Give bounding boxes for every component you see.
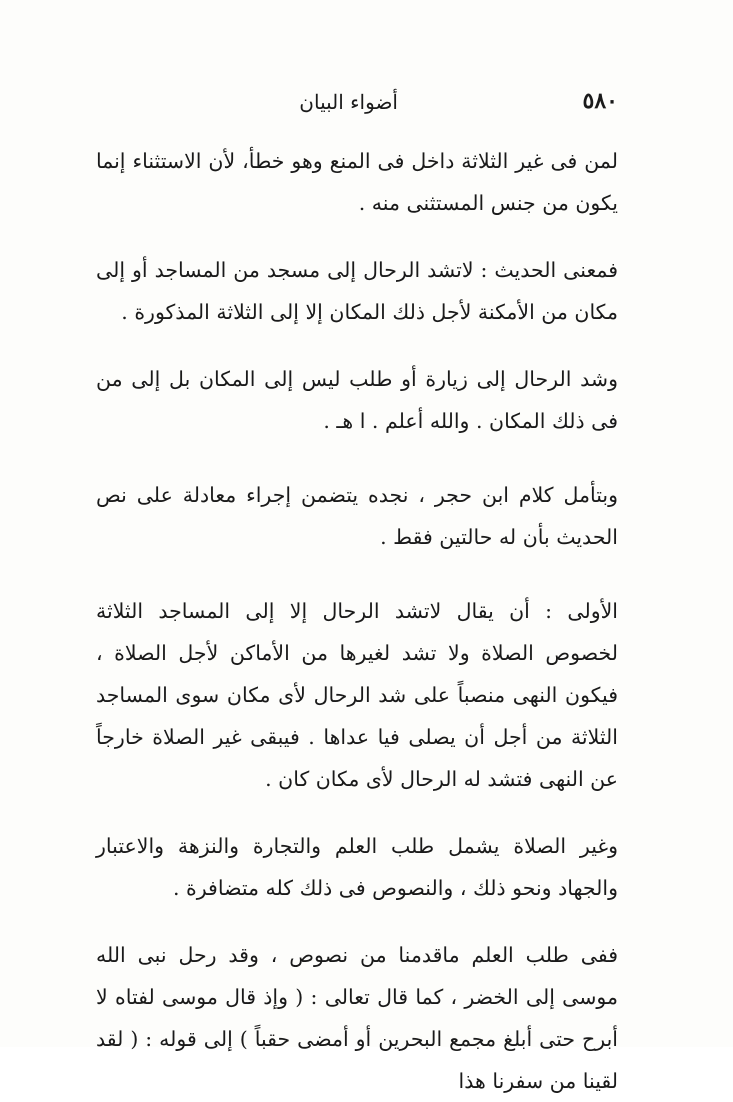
paragraph-2: فمعنى الحديث : لاتشد الرحال إلى مسجد من المساجد أو إلى مكان من الأمكنة لأجل ذلك المكان إلا إلى الثلاثة المذكورة . (96, 258, 618, 324)
paragraph-1: لمن فى غير الثلاثة داخل فى المنع وهو خطأ، لأن الاستثناء إنما يكون من جنس المستثنى منه . (96, 149, 618, 215)
running-title: أضواء البيان (299, 90, 398, 114)
paragraph-4: وبتأمل كلام ابن حجر ، نجده يتضمن إجراء معادلة على نص الحديث بأن له حالتين فقط . (96, 483, 618, 549)
page-header (100, 88, 618, 122)
paragraph-spacer (96, 224, 618, 249)
page-body (96, 140, 618, 1102)
paragraph-spacer (96, 442, 618, 474)
paragraph-7: ففى طلب العلم ماقدمنا من نصوص ، وقد رحل نبى الله موسى إلى الخضر ، كما قال تعالى : ( وإذ قال موسى لفتاه لا أبرح حتى أبلغ مجمع البحرين أو أمضى حقباً ) إلى قوله : ( لقد لقينا من سفرنا هذا (96, 943, 618, 1093)
paragraph-spacer (96, 909, 618, 934)
paragraph-spacer (96, 800, 618, 825)
paragraph-5: الأولى : أن يقال لاتشد الرحال إلا إلى المساجد الثلاثة لخصوص الصلاة ولا تشد لغيرها من الأماكن لأجل الصلاة ، فيكون النهى منصباً على شد الرحال لأى مكان سوى المساجد الثلاثة من أجل أن يصلى فيا عداها . فيبقى غير الصلاة خارجاً عن النهى فتشد له الرحال لأى مكان كان . (96, 599, 618, 791)
paragraph-3: وشد الرحال إلى زيارة أو طلب ليس إلى المكان بل إلى من فى ذلك المكان . والله أعلم . ا هـ . (96, 367, 618, 433)
paragraph-spacer (96, 558, 618, 590)
paragraph-6: وغير الصلاة يشمل طلب العلم والتجارة والنزهة والاعتبار والجهاد ونحو ذلك ، والنصوص فى ذلك كله متضافرة . (96, 834, 618, 900)
page-number: ٥٨٠ (582, 88, 618, 114)
paragraph-spacer (96, 333, 618, 358)
